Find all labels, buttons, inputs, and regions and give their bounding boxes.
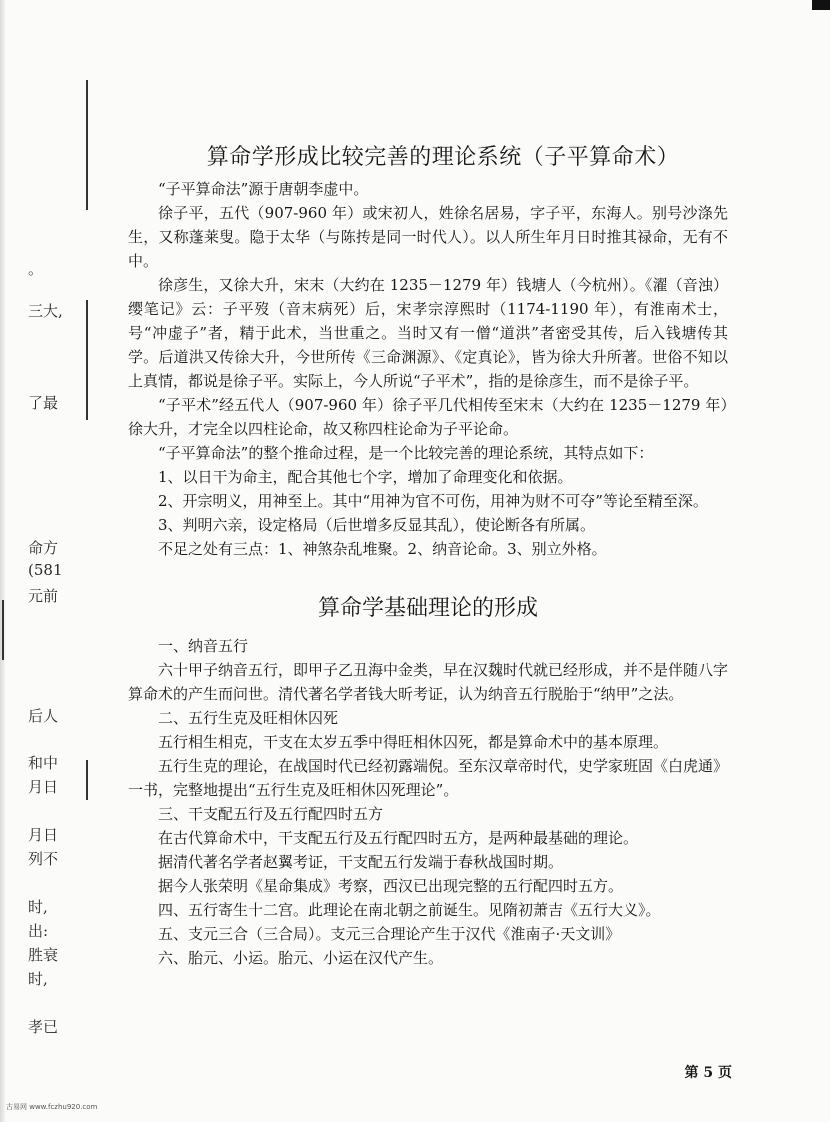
- page-content: [128, 140, 728, 970]
- margin-fragment: 孝已: [28, 1018, 59, 1036]
- list-item: 2、开宗明义，用神至上。其中“用神为官不可伤，用神为财不可夺”等论至精至深。: [158, 492, 708, 510]
- margin-fragment: 列不: [28, 850, 59, 868]
- source-url: 古易网 www.fczhu920.com: [6, 1103, 98, 1111]
- paragraph: “子平算命法”的整个推命过程，是一个比较完善的理论系统，其特点如下：: [158, 444, 654, 462]
- margin-fragment: (581: [28, 561, 63, 579]
- paragraph: “子平算命法”源于唐朝李虚中。: [158, 180, 369, 198]
- paragraph: 在古代算命术中，干支配五行及五行配四时五方，是两种最基础的理论。: [158, 829, 639, 847]
- page-binding-shadow: [0, 0, 6, 1122]
- paragraph: 五行生克的理论，在战国时代已经初露端倪。至东汉章帝时代，史学家班固《白虎通》一书，完整地提出“五行生克及旺相休囚死理论”。: [128, 757, 729, 799]
- section-title: 算命学形成比较完善的理论系统（子平算命术）: [206, 145, 680, 170]
- margin-fragment: 后人: [28, 707, 59, 725]
- paragraph: 徐彦生，又徐大升，宋末（大约在 1235－1279 年）钱塘人（今杭州）。《濯（音浊）缨笔记》云：子平歿（音末病死）后，宋孝宗淳熙时（1174-1190 年），有淮南术士，号“冲虚子”者，精于此术，当世重之。当时又有一僧“道洪”者密受其传，后入钱塘传其学。后道洪又传徐大升，今世所传《三命渊源》、《定真论》，皆为徐大升所著。世俗不知以上真情，都说是徐子平。实际上，今人所说“子平术”，指的是徐彦生，而不是徐子平。: [128, 276, 728, 390]
- subheading: 三、干支配五行及五行配四时五方: [158, 805, 384, 823]
- paragraph: 不足之处有三点：1、神煞杂乱堆聚。2、纳音论命。3、别立外格。: [158, 540, 607, 558]
- binding-rule: [2, 600, 4, 660]
- paragraph: 据清代著名学者赵翼考证，干支配五行发端于春秋战国时期。: [158, 853, 564, 871]
- previous-page-bleed: [28, 0, 88, 1122]
- paragraph: 五行相生相克，干支在太岁五季中得旺相休囚死，都是算命术中的基本原理。: [158, 733, 669, 751]
- scan-corner-mark: [812, 0, 830, 10]
- margin-fragment: 时,: [28, 898, 48, 916]
- margin-fragment: 了最: [28, 394, 59, 412]
- paragraph: 五、支元三合（三合局）。支元三合理论产生于汉代《淮南子·天文训》: [158, 925, 621, 943]
- paragraph: 徐子平，五代（907-960 年）或宋初人，姓徐名居易，字子平，东海人。别号沙涤先生，又称蓬莱叟。隐于太华（与陈抟是同一时代人）。以人所生年月日时推其禄命，无有不中。: [128, 204, 728, 270]
- page-number: 第 5 页: [684, 1065, 732, 1081]
- margin-fragment: 元前: [28, 587, 59, 605]
- paragraph: 据今人张荣明《星命集成》考察，西汉已出现完整的五行配四时五方。: [158, 877, 624, 895]
- margin-fragment: 三大,: [28, 302, 63, 320]
- list-item: 1、以日干为命主，配合其他七个字，增加了命理变化和依据。: [158, 468, 573, 486]
- margin-fragment: 出:: [28, 922, 49, 940]
- margin-fragment: 命方: [28, 539, 59, 557]
- section-title: 算命学基础理论的形成: [317, 596, 538, 621]
- margin-fragment: 和中: [28, 754, 59, 772]
- paragraph: 六、胎元、小运。胎元、小运在汉代产生。: [158, 949, 444, 967]
- margin-fragment: 胜衰: [28, 946, 59, 964]
- subheading: 二、五行生克及旺相休囚死: [158, 709, 339, 727]
- paragraph: 六十甲子纳音五行，即甲子乙丑海中金类，早在汉魏时代就已经形成，并不是伴随八字算命术的产生而问世。清代著名学者钱大昕考证，认为纳音五行脱胎于“纳甲”之法。: [128, 661, 729, 703]
- margin-fragment: 时,: [28, 970, 48, 988]
- subheading: 一、纳音五行: [158, 637, 249, 655]
- paragraph: “子平术”经五代人（907-960 年）徐子平几代相传至宋末（大约在 1235－1279 年）徐大升，才完全以四柱论命，故又称四柱论命为子平论命。: [128, 396, 728, 438]
- margin-fragment: 月日: [28, 826, 59, 844]
- margin-fragment: 。: [28, 260, 44, 278]
- margin-fragment: 月日: [28, 778, 59, 796]
- list-item: 3、判明六亲，设定格局（后世增多反显其乱），使论断各有所属。: [158, 516, 596, 534]
- paragraph: 四、五行寄生十二宫。此理论在南北朝之前诞生。见隋初萧吉《五行大义》。: [158, 901, 661, 919]
